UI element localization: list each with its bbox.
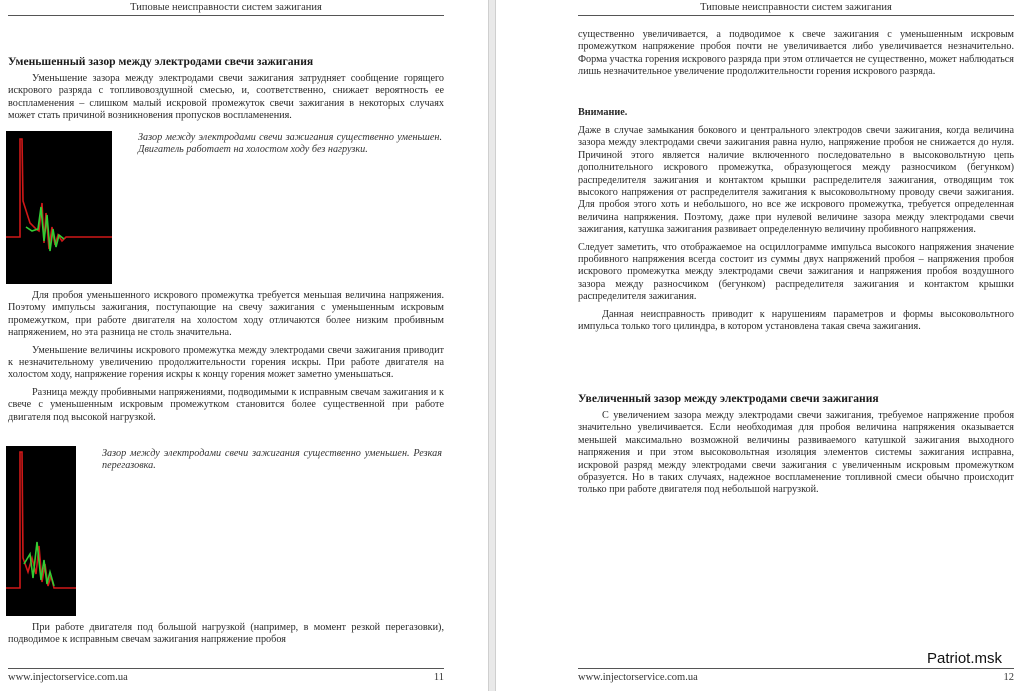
- left-body-end: [8, 622, 444, 652]
- right-body-top: [578, 29, 1014, 84]
- paragraph-high-load: Разница между пробивными напряжениями, подводимыми к исправным свечам зажигания и к свече с уменьшенным искровым промежутком становится более существенной при работе двигателя под высокой нагрузкой.: [8, 386, 444, 423]
- page-number-right: 12: [1003, 672, 1014, 683]
- header-rule-left: [8, 15, 444, 16]
- oscillogram-background-2: [6, 446, 76, 616]
- note-label: Внимание.: [578, 107, 628, 118]
- oscillogram-throttle: [6, 446, 76, 616]
- caption-idle: Зазор между электродами свечи зажигания существенно уменьшен. Двигатель работает на холостом ходу без нагрузки.: [138, 132, 442, 156]
- page-number-left: 11: [433, 672, 444, 683]
- paragraph-heavy-load: При работе двигателя под большой нагрузкой (например, в момент резкой перегазовки), подводимое к исправным свечам зажигания напряжение пробоя: [8, 622, 444, 646]
- header-rule-right: [578, 15, 1014, 16]
- footer-rule-left: [8, 668, 444, 669]
- footer-rule-right: [578, 668, 1014, 669]
- footer-url-left[interactable]: www.injectorservice.com.ua: [8, 672, 128, 683]
- paragraph-spark-duration: Уменьшение величины искрового промежутка между электродами свечи зажигания приводит к незначительному увеличению продолжительности горения искры. При работе двигателя на холостом ходу, напряжение горения искры к концу горения может заметно уменьшаться.: [8, 344, 444, 381]
- left-body: [8, 290, 444, 429]
- oscillogram-idle: [6, 131, 112, 284]
- caption-throttle: Зазор между электродами свечи зажигания существенно уменьшен. Резкая перегазовка.: [102, 448, 442, 472]
- right-body-bottom: [578, 410, 1014, 502]
- section-heading-reduced-gap: Уменьшенный зазор между электродами свечи зажигания: [8, 55, 314, 68]
- section-heading-increased-gap: Увеличенный зазор между электродами свечи зажигания: [578, 392, 879, 405]
- intro-text: Уменьшение зазора между электродами свечи зажигания затрудняет сообщение горящего искрового разряда с топливовоздушной смесью, и, соответственно, снижает вероятность ее воспламенения – слишком малый искровой промежуток свечи зажигания в некоторых случаях может стать причиной возникновения пропусков воспламенения.: [8, 73, 444, 122]
- paragraph-continuation: существенно увеличивается, а подводимое к свече зажигания с уменьшенным искровым промежутком напряжение пробоя почти не увеличивается либо увеличивается незначительно. Форма участка горения искрового разряда при этом отличается не существенно, может наблюдаться лишь незначительное увеличение продолжительности горения искрового разряда.: [578, 29, 1014, 78]
- footer-url-right[interactable]: www.injectorservice.com.ua: [578, 672, 698, 683]
- paragraph-increased-gap: С увеличением зазора между электродами свечи зажигания, требуемое напряжение пробоя значительно увеличивается. Если необходимая для пробоя величина напряжения оказывается меньшей максимально возможной величины развиваемого катушкой зажигания выходного напряжения и при этом высоковольтная изоляция элементов системы зажигания исправна, искровой разряд между электродами свечи зажигания с увеличенным искровым промежутком образуется. Но в таких случаях, надежное воспламенение топливной смеси обычно происходит только при работе двигателя под небольшой нагрузкой.: [578, 410, 1014, 496]
- paragraph-lower-voltage: Для пробоя уменьшенного искрового промежутка требуется меньшая величина напряжения. Поэтому импульсы зажигания, поступающие на свечу зажигания с уменьшенным искровым промежутком, при работе двигателя на холостом ходу отличаются более низким пробивным напряжением, но эта разница не столь значительна.: [8, 290, 444, 339]
- intro-paragraph: [8, 73, 444, 128]
- right-body-mid: [578, 125, 1014, 339]
- note-text: Даже в случае замыкания бокового и центрального электродов свечи зажигания, когда величина зазора между электродами свечи зажигания равна нулю, напряжение пробоя не снижается до нуля. Причиной этого является наличие включенного последовательно в высоковольтную цепь дополнительного искрового промежутка, образующегося между разносчиком (бегунком) распределителя зажигания и контактом крышки распределителя зажигания, отводящим ток высокого напряжения от распределителя зажигания к высоковольтному проводу свечи зажигания. Для пробоя этого хоть и небольшого, но все же искрового промежутка, требуется определенная величина напряжения. Поэтому, даже при нулевой величине зазора между электродами свечи зажигания, катушка зажигания развивает определенную величину пробивного напряжения.: [578, 125, 1014, 236]
- watermark-text: Patriot.msk: [926, 650, 1002, 667]
- left-page: [0, 0, 488, 691]
- page-header-right: Типовые неисправности систем зажигания: [700, 2, 892, 13]
- page-header-left: Типовые неисправности систем зажигания: [130, 2, 322, 13]
- page-gutter: [488, 0, 496, 691]
- right-page: [496, 0, 1024, 691]
- paragraph-single-cylinder: Данная неисправность приводит к нарушениям параметров и формы высоковольтного импульса только того цилиндра, в котором установлена такая свеча зажигания.: [578, 308, 1014, 333]
- paragraph-sum-of-voltages: Следует заметить, что отображаемое на осциллограмме импульса высокого напряжения значение пробивного напряжения всегда состоит из суммы двух напряжений пробоя – напряжения пробоя искрового промежутка между электродами свечи зажигания и напряжения пробоя воздушного зазора между разносчиком (бегунком) распределителя зажигания и контактом крышки распределителя зажигания.: [578, 241, 1014, 303]
